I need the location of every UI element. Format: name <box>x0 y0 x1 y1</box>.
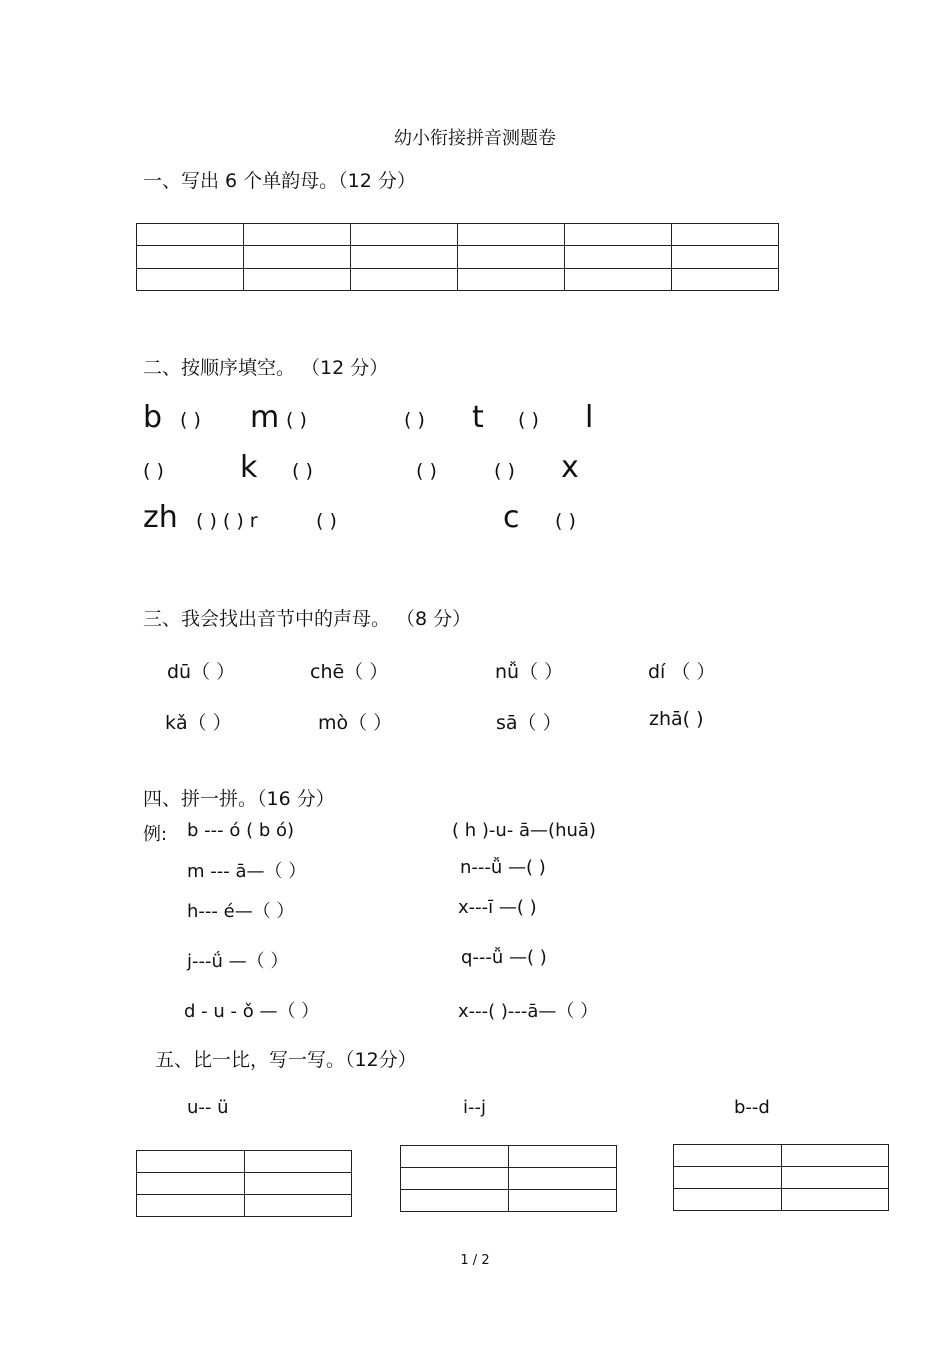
blank[interactable]: ( ) <box>404 409 425 431</box>
letter-t: t <box>472 400 484 435</box>
section-4-heading: 四、拼一拼。（16 分） <box>143 788 335 810</box>
syllable-item[interactable]: kǎ（ ） <box>165 712 232 734</box>
example-right: ( h )-u- ā—(huā) <box>452 820 596 841</box>
spelling-item[interactable]: n---ǚ —( ) <box>460 857 546 878</box>
compare-pair: b--d <box>734 1097 770 1118</box>
blank[interactable]: ( ) <box>416 460 437 482</box>
spelling-item[interactable]: d - u - ǒ —（ ） <box>184 1001 320 1022</box>
blank[interactable]: ( ) <box>518 409 539 431</box>
blank[interactable]: ( ) <box>286 409 307 431</box>
section-3-heading: 三、我会找出音节中的声母。 （8 分） <box>143 608 472 630</box>
writing-grid-b-d[interactable] <box>673 1144 889 1211</box>
blank[interactable]: ( ) <box>143 460 164 482</box>
letter-x: x <box>561 450 579 485</box>
letter-k: k <box>240 450 258 485</box>
letter-l: l <box>585 400 594 435</box>
compare-pair: u-- ü <box>187 1097 229 1118</box>
compare-pair: i--j <box>463 1097 486 1118</box>
writing-grid-u-u[interactable] <box>136 1150 352 1217</box>
blank[interactable]: ( ) ( ) r <box>196 510 258 532</box>
syllable-item[interactable]: nǚ（ ） <box>495 661 564 683</box>
syllable-item[interactable]: dū（ ） <box>167 661 236 683</box>
spelling-item[interactable]: m --- ā—（ ） <box>187 861 307 882</box>
spelling-item[interactable]: x---ī —( ) <box>458 897 537 918</box>
example-label: 例: <box>143 824 168 845</box>
example-left: b --- ó ( b ó) <box>187 820 295 841</box>
page-title: 幼小衔接拼音测题卷 <box>394 128 556 149</box>
syllable-item[interactable]: dí （ ） <box>648 661 716 683</box>
blank[interactable]: ( ) <box>555 510 576 532</box>
syllable-item[interactable]: chē（ ） <box>310 661 389 683</box>
syllable-item[interactable]: sā（ ） <box>496 712 562 734</box>
syllable-item[interactable]: zhā( ) <box>649 708 704 730</box>
spelling-item[interactable]: x---( )---ā—（ ） <box>458 1001 599 1022</box>
writing-grid-i-j[interactable] <box>400 1145 617 1212</box>
spelling-item[interactable]: j---ǘ —（ ） <box>187 951 289 972</box>
blank[interactable]: ( ) <box>180 409 201 431</box>
section-2-heading: 二、按顺序填空。 （12 分） <box>143 357 389 379</box>
section-1-heading: 一、写出 6 个单韵母。（12 分） <box>143 170 416 192</box>
letter-m: m <box>250 400 280 435</box>
spelling-item[interactable]: q---ǚ —( ) <box>461 947 547 968</box>
spelling-item[interactable]: h--- é—（ ） <box>187 901 295 922</box>
syllable-item[interactable]: mò（ ） <box>318 712 393 734</box>
page-number: 1 / 2 <box>460 1253 490 1268</box>
letter-zh: zh <box>143 500 178 535</box>
vowel-writing-grid[interactable] <box>136 223 779 291</box>
blank[interactable]: ( ) <box>292 460 313 482</box>
letter-b: b <box>143 400 163 435</box>
blank[interactable]: ( ) <box>316 510 337 532</box>
letter-c: c <box>503 500 520 535</box>
blank[interactable]: ( ) <box>494 460 515 482</box>
section-5-heading: 五、比一比，写一写。（12分） <box>155 1049 417 1071</box>
